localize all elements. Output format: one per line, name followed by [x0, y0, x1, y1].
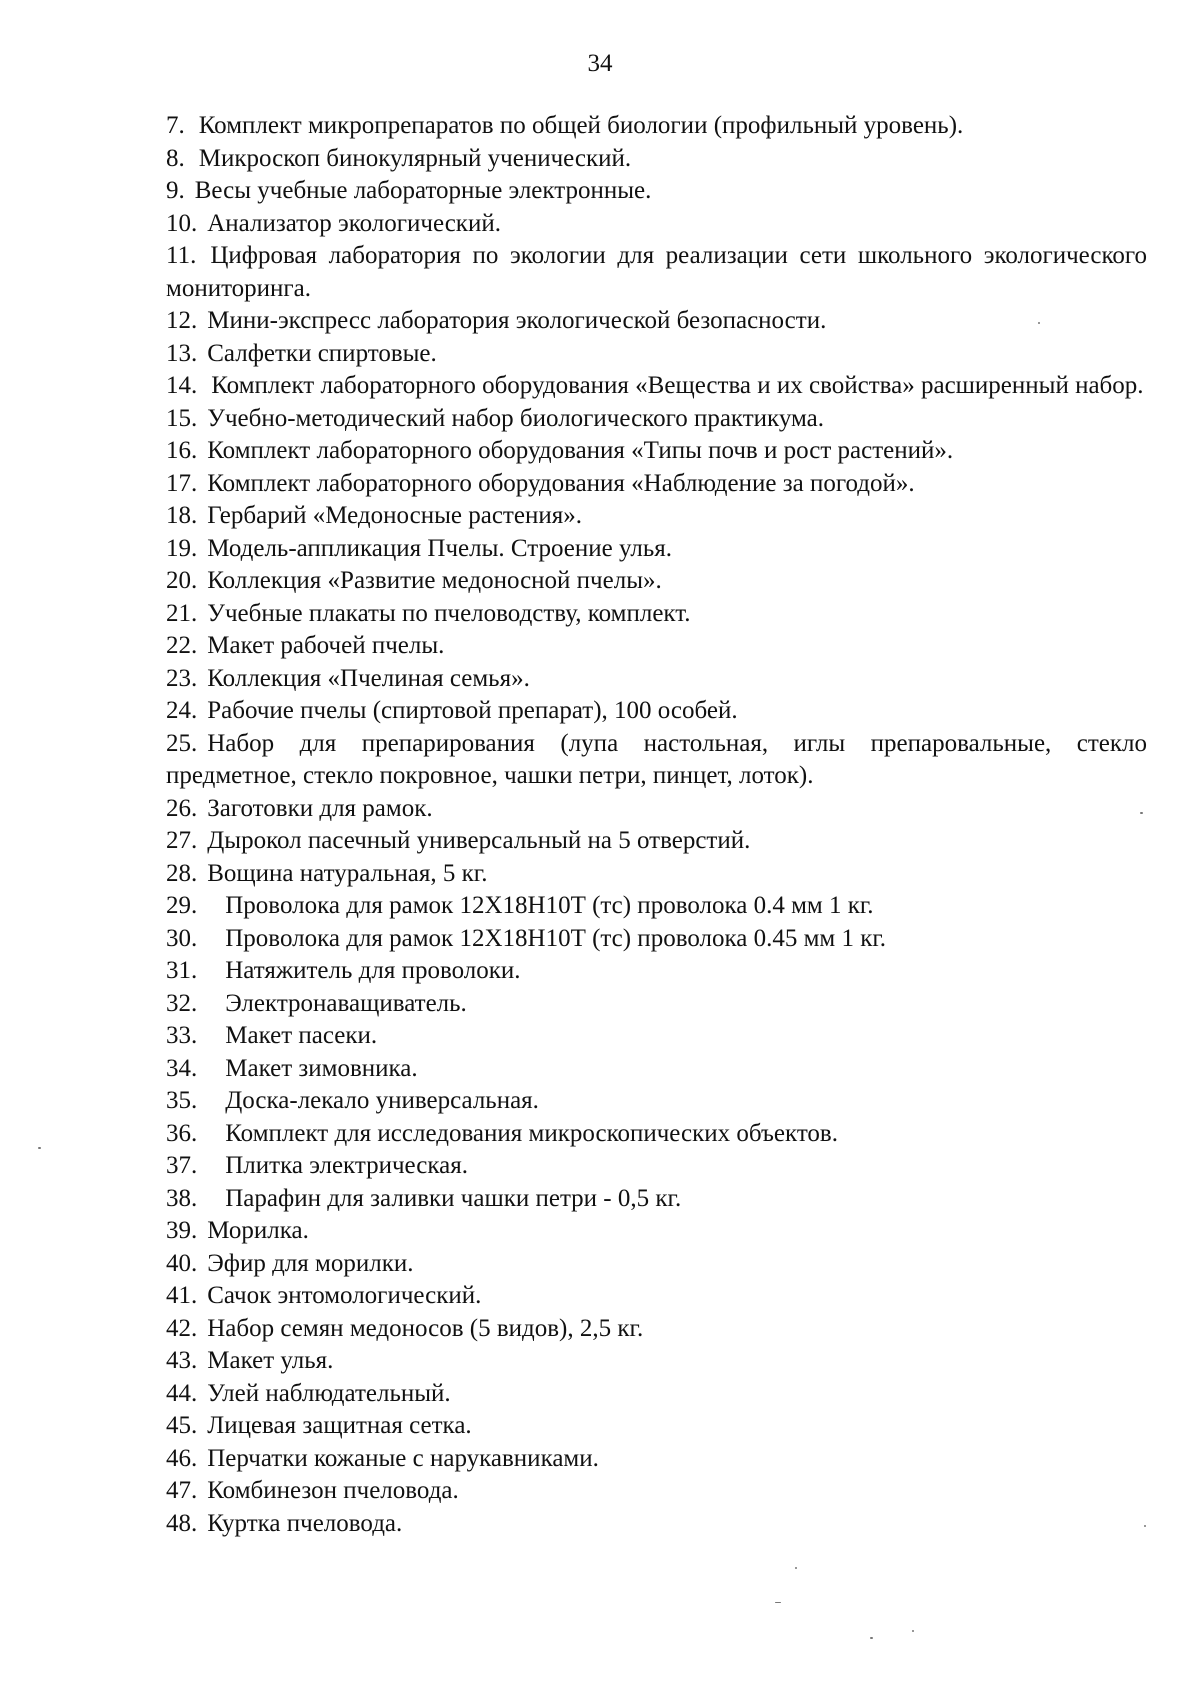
list-item	[166, 728, 1147, 793]
list-item-number: 19.	[166, 534, 198, 562]
list-item	[166, 1183, 1147, 1216]
list-item-text: Проволока для рамок 12Х18Н10Т (тс) проволока 0.45 мм 1 кг.	[225, 924, 887, 952]
list-item	[166, 338, 1147, 371]
list-item	[166, 1345, 1147, 1378]
list-item-number: 41.	[166, 1282, 198, 1309]
list-item	[166, 175, 1147, 208]
list-item-text: Микроскоп бинокулярный ученический.	[198, 144, 632, 172]
list-item-text: Рабочие пчелы (спиртовой препарат), 100 особей.	[207, 697, 738, 724]
list-item-text: Учебные плакаты по пчеловодству, комплект.	[207, 599, 691, 627]
list-item-number: 26.	[166, 794, 198, 822]
equipment-list	[166, 110, 1147, 1540]
list-item-text: Улей наблюдательный.	[207, 1379, 451, 1407]
list-item-number: 17.	[166, 469, 198, 497]
list-item-text: Перчатки кожаные с нарукавниками.	[207, 1444, 599, 1472]
list-item	[166, 468, 1147, 501]
list-item-number: 8.	[166, 144, 185, 172]
list-item-text: Дырокол пасечный универсальный на 5 отверстий.	[207, 827, 751, 854]
scan-speck	[38, 1147, 41, 1149]
list-item-text: Макет рабочей пчелы.	[207, 632, 445, 659]
list-item	[166, 955, 1147, 988]
list-item-number: 32.	[166, 989, 198, 1017]
list-item-number: 25.	[166, 729, 198, 757]
list-item-number: 47.	[166, 1477, 198, 1504]
list-item	[166, 565, 1147, 598]
list-item	[166, 858, 1147, 891]
list-item-number: 39.	[166, 1217, 198, 1244]
list-item-number: 43.	[166, 1347, 198, 1374]
scan-speck	[912, 1630, 914, 1632]
list-item	[166, 1443, 1147, 1476]
list-item-number: 35.	[166, 1087, 198, 1114]
list-item-text: Коллекция «Развитие медоносной пчелы».	[207, 567, 662, 594]
list-item-text: Парафин для заливки чашки петри - 0,5 кг.	[225, 1184, 682, 1212]
list-item-number: 20.	[166, 567, 198, 594]
list-item-text: Морилка.	[207, 1217, 309, 1244]
list-item-text: Эфир для морилки.	[207, 1249, 414, 1277]
list-item-text: Доска-лекало универсальная.	[225, 1087, 539, 1114]
list-item-text: Сачок энтомологический.	[207, 1282, 482, 1309]
list-item	[166, 1150, 1147, 1183]
list-item-text: Лицевая защитная сетка.	[207, 1412, 472, 1439]
list-item	[166, 825, 1147, 858]
list-item	[166, 1410, 1147, 1443]
page-number: 34	[587, 50, 613, 77]
list-item-number: 34.	[166, 1054, 198, 1082]
list-item-number: 46.	[166, 1444, 198, 1472]
list-item-number: 29.	[166, 892, 198, 919]
list-item-number: 14.	[166, 372, 198, 399]
list-item-text: Электронаващиватель.	[225, 989, 467, 1017]
list-item	[166, 663, 1147, 696]
list-item-number: 22.	[166, 632, 198, 659]
list-item-text: Учебно-методический набор биологического практикума.	[207, 404, 824, 432]
scan-speck	[775, 1602, 781, 1603]
list-item	[166, 1280, 1147, 1313]
list-item-number: 11.	[166, 242, 197, 269]
list-item	[166, 1215, 1147, 1248]
list-item-number: 16.	[166, 437, 198, 464]
list-item-text: Цифровая лаборатория по экологии для реализации сети школьного экологического мониторинга.	[166, 242, 1147, 302]
list-item-number: 48.	[166, 1509, 198, 1537]
list-item-text: Набор для препарирования (лупа настольная, иглы препаровальные, стекло предметное, стекло покровное, чашки петри, пинцет, лоток).	[166, 729, 1147, 789]
list-item	[166, 533, 1147, 566]
list-item-text: Комплект лабораторного оборудования «Вещества и их свойства» расширенный набор.	[211, 372, 1144, 399]
list-item-number: 42.	[166, 1314, 198, 1342]
list-item-text: Заготовки для рамок.	[207, 794, 433, 822]
list-item	[166, 500, 1147, 533]
list-item-text: Коллекция «Пчелиная семья».	[207, 664, 530, 692]
scan-speck	[870, 1637, 873, 1639]
list-item-text: Мини-экспресс лаборатория экологической безопасности.	[207, 307, 827, 334]
list-item-number: 12.	[166, 307, 198, 334]
list-item	[166, 695, 1147, 728]
list-item-number: 15.	[166, 404, 198, 432]
list-item	[166, 403, 1147, 436]
list-item	[166, 630, 1147, 663]
list-item	[166, 143, 1147, 176]
list-item-text: Макет пасеки.	[225, 1022, 378, 1049]
list-item-number: 33.	[166, 1022, 198, 1049]
list-item-number: 13.	[166, 339, 198, 367]
list-item	[166, 988, 1147, 1021]
list-item	[166, 370, 1147, 403]
list-item	[166, 1313, 1147, 1346]
list-item	[166, 1053, 1147, 1086]
list-item-text: Комплект лабораторного оборудования «Наблюдение за погодой».	[207, 469, 915, 497]
list-item-text: Макет зимовника.	[225, 1054, 418, 1082]
list-item-number: 27.	[166, 827, 198, 854]
scan-speck	[1140, 812, 1143, 814]
list-item-text: Натяжитель для проволоки.	[225, 957, 521, 984]
scan-speck	[1038, 322, 1040, 324]
list-item-number: 24.	[166, 697, 198, 724]
list-item	[166, 793, 1147, 826]
scan-speck	[795, 1567, 797, 1569]
list-item-number: 18.	[166, 502, 198, 529]
list-item-text: Вощина натуральная, 5 кг.	[207, 859, 488, 887]
list-item	[166, 305, 1147, 338]
list-item	[166, 923, 1147, 956]
list-item	[166, 890, 1147, 923]
list-item	[166, 110, 1147, 143]
list-item	[166, 435, 1147, 468]
list-item-text: Плитка электрическая.	[225, 1152, 468, 1179]
list-item-text: Комплект лабораторного оборудования «Типы почв и рост растений».	[207, 437, 954, 464]
list-item-text: Проволока для рамок 12Х18Н10Т (тс) проволока 0.4 мм 1 кг.	[225, 892, 874, 919]
scan-speck	[1144, 1525, 1146, 1527]
list-item-number: 21.	[166, 599, 198, 627]
list-item-number: 36.	[166, 1119, 198, 1147]
list-item	[166, 1508, 1147, 1541]
list-item	[166, 1118, 1147, 1151]
list-item-number: 30.	[166, 924, 198, 952]
list-item-number: 7.	[166, 112, 185, 139]
list-item-number: 31.	[166, 957, 198, 984]
list-item-text: Комбинезон пчеловода.	[207, 1477, 459, 1504]
list-item	[166, 1475, 1147, 1508]
list-item	[166, 598, 1147, 631]
list-item	[166, 1248, 1147, 1281]
list-item-text: Весы учебные лабораторные электронные.	[194, 177, 652, 204]
list-item-number: 44.	[166, 1379, 198, 1407]
list-item-number: 28.	[166, 859, 198, 887]
list-item-number: 23.	[166, 664, 198, 692]
list-item-number: 37.	[166, 1152, 198, 1179]
list-item-number: 40.	[166, 1249, 198, 1277]
list-item-text: Набор семян медоносов (5 видов), 2,5 кг.	[207, 1314, 644, 1342]
list-item-text: Гербарий «Медоносные растения».	[207, 502, 582, 529]
list-item-text: Куртка пчеловода.	[207, 1509, 403, 1537]
list-item-text: Макет улья.	[207, 1347, 334, 1374]
list-item	[166, 1020, 1147, 1053]
list-item-number: 10.	[166, 209, 198, 237]
list-item	[166, 1378, 1147, 1411]
list-item-text: Комплект для исследования микроскопических объектов.	[225, 1119, 838, 1147]
list-item-text: Салфетки спиртовые.	[207, 339, 437, 367]
list-item-number: 38.	[166, 1184, 198, 1212]
list-item	[166, 208, 1147, 241]
list-item-text: Анализатор экологический.	[207, 209, 501, 237]
list-item-text: Модель-аппликация Пчелы. Строение улья.	[207, 534, 673, 562]
list-item	[166, 1085, 1147, 1118]
list-item	[166, 240, 1147, 305]
list-item-number: 9.	[166, 177, 185, 204]
list-item-number: 45.	[166, 1412, 198, 1439]
list-item-text: Комплект микропрепаратов по общей биологии (профильный уровень).	[198, 112, 964, 139]
